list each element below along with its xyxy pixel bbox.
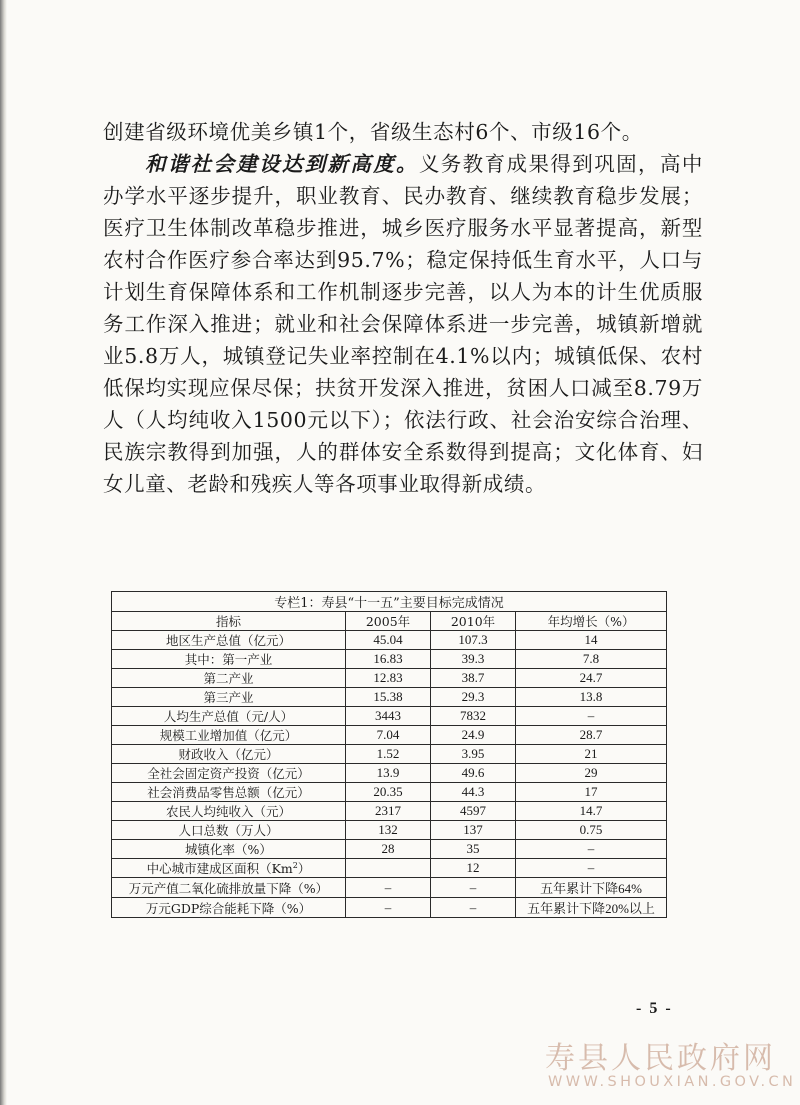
cell-2010: 38.7 bbox=[431, 669, 516, 688]
cell-growth: 24.7 bbox=[516, 669, 667, 688]
table-row bbox=[112, 650, 667, 669]
targets-table-box bbox=[111, 591, 666, 918]
cell-growth: 五年累计下降64% bbox=[516, 878, 667, 898]
cell-indicator: 规模工业增加值（亿元） bbox=[112, 726, 346, 745]
table-row bbox=[112, 688, 667, 707]
cell-indicator: 人口总数（万人） bbox=[112, 821, 346, 840]
cell-2005: 1.52 bbox=[346, 745, 431, 764]
cell-2005: 3443 bbox=[346, 707, 431, 726]
cell-2010: 29.3 bbox=[431, 688, 516, 707]
table-row bbox=[112, 802, 667, 821]
cell-growth: – bbox=[516, 840, 667, 859]
cell-growth: 17 bbox=[516, 783, 667, 802]
cell-2010: 107.3 bbox=[431, 631, 516, 650]
paragraph-body: 义务教育成果得到巩固，高中办学水平逐步提升，职业教育、民办教育、继续教育稳步发展；医疗卫生体制改革稳步推进，城乡医疗服务水平显著提高，新型农村合作医疗参合率达到95.7%；稳定保持低生育水平，人口与计划生育保障体系和工作机制逐步完善，以人为本的计生优质服务工作深入推进；就业和社会保障体系进一步完善，城镇新增就业5.8万人，城镇登记失业率控制在4.1%以内；城镇低保、农村低保均实现应保尽保；扶贫开发深入推进，贫困人口减至8.79万人（人均纯收入1500元以下）；依法行政、社会治安综合治理、民族宗教得到加强，人的群体安全系数得到提高；文化体育、妇女儿童、老龄和残疾人等各项事业取得新成绩。 bbox=[103, 152, 703, 496]
cell-2010: 24.9 bbox=[431, 726, 516, 745]
cell-indicator: 全社会固定资产投资（亿元） bbox=[112, 764, 346, 783]
area-unit-superscript: 2 bbox=[292, 861, 298, 870]
cell-growth: 29 bbox=[516, 764, 667, 783]
cell-2010: 12 bbox=[431, 859, 516, 878]
table-row bbox=[112, 859, 667, 878]
header-indicator: 指标 bbox=[112, 612, 346, 631]
cell-growth: 五年累计下降20%以上 bbox=[516, 898, 667, 918]
table-row bbox=[112, 631, 667, 650]
cell-growth: 14 bbox=[516, 631, 667, 650]
cell-2010: 3.95 bbox=[431, 745, 516, 764]
table-row bbox=[112, 821, 667, 840]
cell-growth: 21 bbox=[516, 745, 667, 764]
paragraph-lead: 和谐社会建设达到新高度。 bbox=[145, 152, 419, 176]
table-row bbox=[112, 840, 667, 859]
watermark-url: WWW.SHOUXIAN.GOV.CN bbox=[548, 1074, 797, 1090]
cell-2010: 7832 bbox=[431, 707, 516, 726]
cell-growth: 0.75 bbox=[516, 821, 667, 840]
area-label: 中心城市建成区面积（Km bbox=[146, 861, 293, 876]
watermark-site-name: 寿县人民政府网 bbox=[545, 1041, 776, 1076]
cell-2005: – bbox=[346, 898, 431, 918]
cell-2005: 45.04 bbox=[346, 631, 431, 650]
table-row bbox=[112, 726, 667, 745]
cell-2005: 12.83 bbox=[346, 669, 431, 688]
cell-indicator: 财政收入（亿元） bbox=[112, 745, 346, 764]
cell-2010: – bbox=[431, 898, 516, 918]
scan-edge bbox=[0, 0, 7, 1105]
paragraph-ecology: 创建省级环境优美乡镇1个，省级生态村6个、市级16个。 bbox=[103, 120, 643, 144]
header-growth: 年均增长（%） bbox=[516, 612, 667, 631]
table-row bbox=[112, 707, 667, 726]
cell-2010: 35 bbox=[431, 840, 516, 859]
table-row bbox=[112, 783, 667, 802]
header-2010: 2010年 bbox=[431, 612, 516, 631]
cell-2005: 16.83 bbox=[346, 650, 431, 669]
cell-indicator: 农民人均纯收入（元） bbox=[112, 802, 346, 821]
cell-2005: 7.04 bbox=[346, 726, 431, 745]
cell-2005: 20.35 bbox=[346, 783, 431, 802]
cell-growth: 28.7 bbox=[516, 726, 667, 745]
table-row bbox=[112, 669, 667, 688]
cell-2010: 137 bbox=[431, 821, 516, 840]
cell-growth: 13.8 bbox=[516, 688, 667, 707]
cell-2005: 2317 bbox=[346, 802, 431, 821]
table-row bbox=[112, 745, 667, 764]
cell-2005: – bbox=[346, 878, 431, 898]
cell-indicator: 第二产业 bbox=[112, 669, 346, 688]
table-caption: 专栏1：寿县“十一五”主要目标完成情况 bbox=[112, 592, 667, 612]
cell-2005: 15.38 bbox=[346, 688, 431, 707]
cell-indicator: 万元产值二氧化硫排放量下降（%） bbox=[112, 878, 346, 898]
cell-indicator: 社会消费品零售总额（亿元） bbox=[112, 783, 346, 802]
cell-growth: – bbox=[516, 859, 667, 878]
cell-indicator: 万元GDP综合能耗下降（%） bbox=[112, 898, 346, 918]
table-caption-row bbox=[112, 592, 667, 612]
cell-2010: 44.3 bbox=[431, 783, 516, 802]
cell-growth: 14.7 bbox=[516, 802, 667, 821]
cell-indicator: 地区生产总值（亿元） bbox=[112, 631, 346, 650]
paragraph-social bbox=[103, 148, 703, 500]
cell-growth: 7.8 bbox=[516, 650, 667, 669]
table-header-row bbox=[112, 612, 667, 631]
cell-2010: 49.6 bbox=[431, 764, 516, 783]
header-2005: 2005年 bbox=[346, 612, 431, 631]
cell-indicator bbox=[112, 859, 346, 878]
cell-2005: 13.9 bbox=[346, 764, 431, 783]
area-label-close: ） bbox=[297, 861, 311, 876]
cell-indicator: 其中：第一产业 bbox=[112, 650, 346, 669]
cell-2005 bbox=[346, 859, 431, 878]
targets-table bbox=[111, 591, 667, 918]
cell-2010: – bbox=[431, 878, 516, 898]
cell-2010: 39.3 bbox=[431, 650, 516, 669]
table-row bbox=[112, 764, 667, 783]
cell-2005: 132 bbox=[346, 821, 431, 840]
cell-growth: – bbox=[516, 707, 667, 726]
cell-indicator: 城镇化率（%） bbox=[112, 840, 346, 859]
page-number: - 5 - bbox=[636, 1000, 673, 1017]
cell-2005: 28 bbox=[346, 840, 431, 859]
cell-2010: 4597 bbox=[431, 802, 516, 821]
cell-indicator: 人均生产总值（元/人） bbox=[112, 707, 346, 726]
cell-indicator: 第三产业 bbox=[112, 688, 346, 707]
table-row bbox=[112, 898, 667, 918]
table-row bbox=[112, 878, 667, 898]
